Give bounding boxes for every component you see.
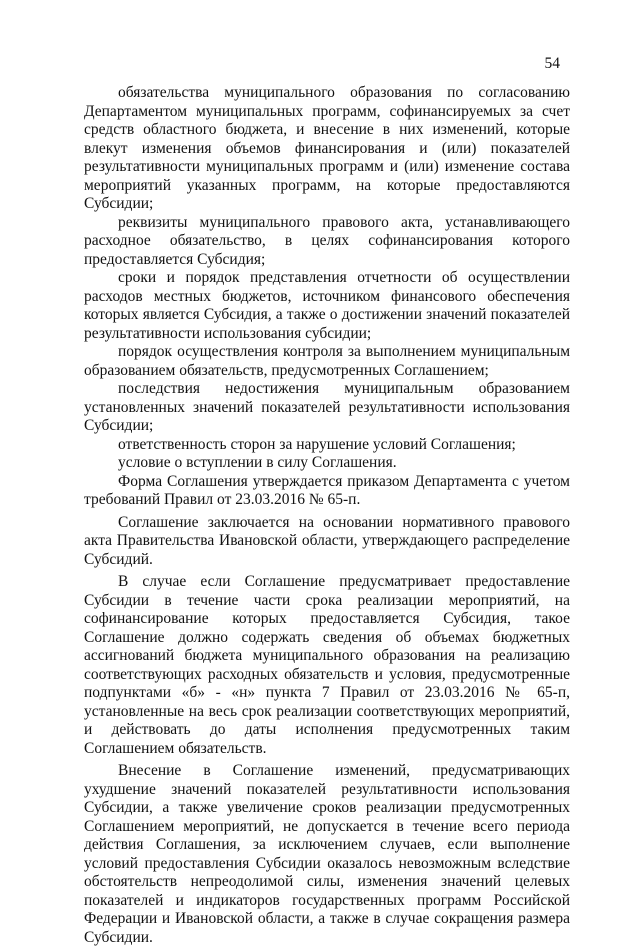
paragraph-partial-term: В случае если Соглашение предусматривает предоставление Субсидии в течение части срока реализации мероприятий, на софинансирование которых предоставляется Субсидия, такое Соглашение должно содержать сведения об объемах бюджетных ассигнований бюджета муниципального образования на реализацию соответствующих расходных обязательств и условия, предусмотренные подпунктами «б» - «н» пункта 7 Правил от 23.03.2016 № 65-п, установленные на весь срок реализации соответствующих мероприятий, и действовать до даты исполнения предусмотренных таким Соглашением обязательств. — [84, 573, 570, 757]
paragraph-agreement-basis: Соглашение заключается на основании нормативного правового акта Правительства Ивановской области, утверждающего распределение Субсидий. — [84, 513, 570, 568]
paragraph-agreement-form: Форма Соглашения утверждается приказом Департамента с учетом требований Правил от 23.03.2016 № 65-п. — [84, 472, 570, 508]
paragraph-consequences: последствия недостижения муниципальным образованием установленных значений показателей результативности использования Субсидии; — [84, 380, 570, 434]
paragraph-obligations: обязательства муниципального образования по согласованию Департаментом муниципальных программ, софинансируемых за счет средств областного бюджета, и внесение в них изменений, которые влекут изменения объемов финансирования и (или) показателей результативности муниципальных программ и (или) изменение состава мероприятий указанных программ, на которые предоставляются Субсидии; — [84, 84, 570, 212]
paragraph-entry-into-force: условие о вступлении в силу Соглашения. — [118, 454, 397, 471]
document-body — [84, 84, 570, 947]
paragraph-reporting: сроки и порядок представления отчетности об осуществлении расходов местных бюджетов, источником финансового обеспечения которых является Субсидия, а также о достижении значений показателей результативности использования субсидии; — [84, 269, 570, 342]
paragraph-requisites: реквизиты муниципального правового акта, устанавливающего расходное обязательство, в целях софинансирования которого предоставляется Субсидия; — [84, 213, 570, 268]
paragraph-liability: ответственность сторон за нарушение условий Соглашения; — [118, 435, 516, 453]
page-number: 54 — [544, 55, 560, 72]
paragraph-control: порядок осуществления контроля за выполнением муниципальным образованием обязательств, предусмотренных Соглашением; — [84, 343, 570, 379]
paragraph-amendments: Внесение в Соглашение изменений, предусматривающих ухудшение значений показателей результативности использования Субсидии, а также увеличение сроков реализации предусмотренных Соглашением мероприятий, не допускается в течение всего периода действия Соглашения, за исключением случаев, если выполнение условий предоставления Субсидии оказалось невозможным вследствие обстоятельств непреодолимой силы, изменения значений целевых показателей и индикаторов государственных программ Российской Федерации и Ивановской области, а также в случае сокращения размера Субсидии. — [84, 762, 570, 946]
